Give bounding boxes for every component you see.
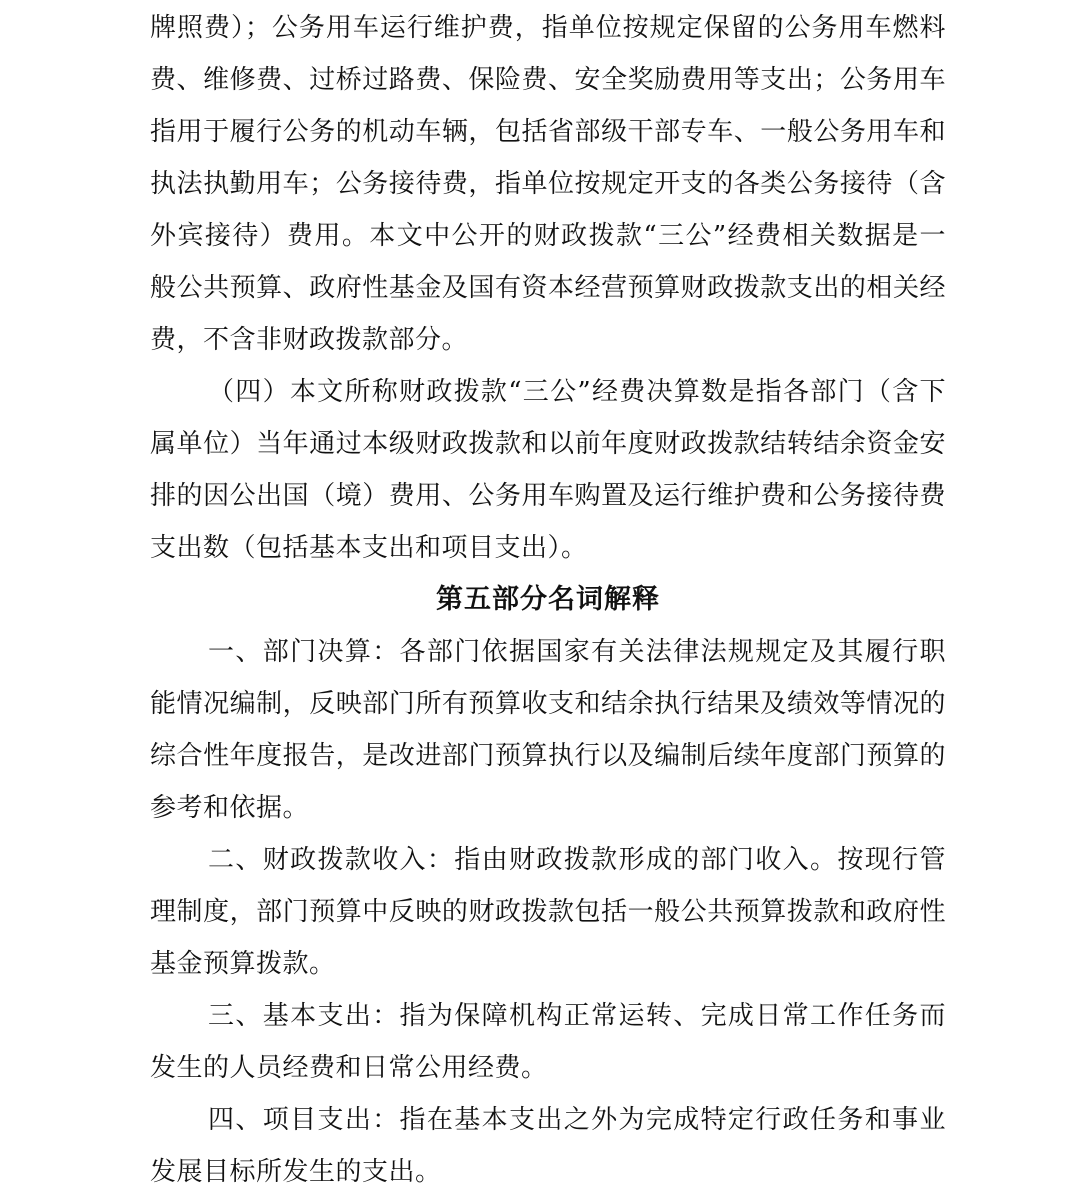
paragraph-public-car-expenses: 牌照费）；公务用车运行维护费，指单位按规定保留的公务用车燃料费、维修费、过桥过路费、保险费、安全奖励费用等支出；公务用车指用于履行公务的机动车辆，包括省部级干部专车、一般公务用车和执法执勤用车；公务接待费，指单位按规定开支的各类公务接待（含外宾接待）费用。本文中公开的财政拨款“三公”经费相关数据是一般公共预算、政府性基金及国有资本经营预算财政拨款支出的相关经费，不含非财政拨款部分。	[150, 13, 946, 355]
definition-basic-expenditure: 三、基本支出：指为保障机构正常运转、完成日常工作任务而发生的人员经费和日常公用经费。	[150, 1001, 946, 1083]
section-heading: 第五部分名词解释	[436, 584, 660, 615]
paragraph-three-public-expenses-definition: （四）本文所称财政拨款“三公”经费决算数是指各部门（含下属单位）当年通过本级财政拨款和以前年度财政拨款结转结余资金安排的因公出国（境）费用、公务用车购置及运行维护费和公务接待费支出数（包括基本支出和项目支出）。	[150, 377, 946, 563]
definition-department-final-accounts: 一、部门决算：各部门依据国家有关法律法规规定及其履行职能情况编制，反映部门所有预算收支和结余执行结果及绩效等情况的综合性年度报告，是改进部门预算执行以及编制后续年度部门预算的参考和依据。	[150, 637, 946, 823]
document-body	[150, 2, 946, 1198]
definition-project-expenditure: 四、项目支出：指在基本支出之外为完成特定行政任务和事业发展目标所发生的支出。	[150, 1105, 946, 1187]
definition-fiscal-appropriation-income: 二、财政拨款收入：指由财政拨款形成的部门收入。按现行管理制度，部门预算中反映的财政拨款包括一般公共预算拨款和政府性基金预算拨款。	[150, 845, 946, 979]
